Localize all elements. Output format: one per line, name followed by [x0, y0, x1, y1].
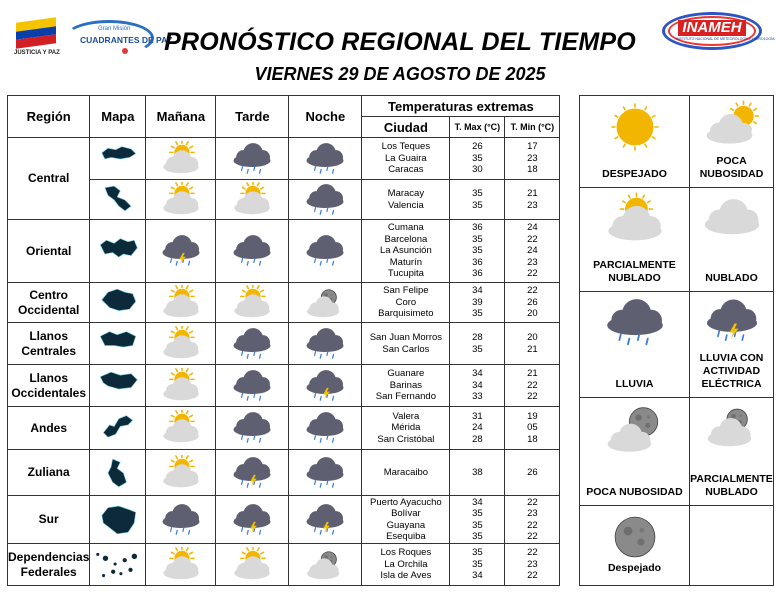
city-list [362, 323, 450, 365]
partly-cloudy-icon [226, 285, 278, 321]
morning-cell [146, 450, 216, 496]
tmax-list-value: 35 [472, 188, 483, 199]
legend-item [690, 188, 774, 292]
city-list-value: Puerto Ayacucho [370, 496, 442, 508]
tmax-list-value: 34 [472, 285, 483, 297]
map-cell [90, 180, 146, 220]
storm-icon [299, 368, 351, 404]
morning-cell [146, 138, 216, 180]
city-list [362, 544, 450, 586]
region-name: Llanos Occidentales [8, 365, 90, 407]
tmax-list-value: 34 [472, 368, 483, 380]
map-cell [90, 365, 146, 407]
region-name: Llanos Centrales [8, 323, 90, 365]
inameh-logo [662, 12, 775, 56]
table-row [8, 365, 560, 407]
rain-icon [299, 455, 351, 491]
header-morning: Mañana [146, 96, 216, 138]
rain-icon [226, 368, 278, 404]
region-map-icon [92, 456, 144, 490]
partly-cloudy-icon [155, 141, 207, 177]
city-list-value: La Orchila [384, 558, 428, 570]
map-cell [90, 323, 146, 365]
tmin-list-value: 24 [527, 222, 538, 234]
partly-cloudy-icon [155, 326, 207, 362]
night-partly-cloudy-icon [299, 285, 351, 321]
rain-icon [155, 502, 207, 538]
legend-label: POCA NUBOSIDAD [699, 155, 764, 180]
legend-item [690, 96, 774, 188]
city-list-value: Valencia [388, 199, 424, 211]
rain-icon [299, 326, 351, 362]
tmin-list-value: 21 [527, 368, 538, 380]
night-cell [289, 220, 362, 283]
rain-icon [299, 182, 351, 218]
morning-cell [146, 407, 216, 450]
tmax-list-value: 35 [472, 343, 483, 355]
legend-empty [690, 506, 774, 586]
city-list-value: Caracas [388, 164, 424, 176]
city-list-value: San Juan Morros [369, 332, 443, 343]
city-list [362, 220, 450, 283]
tmax-list-value: 36 [472, 268, 483, 280]
rain-icon [226, 141, 278, 177]
tmin-list [505, 283, 560, 323]
header [0, 0, 780, 92]
justicia-paz-logo [14, 20, 60, 58]
city-list [362, 450, 450, 496]
afternoon-cell [216, 220, 289, 283]
forecast-table [7, 95, 560, 586]
night-cell [289, 496, 362, 544]
city-list-value: Mérida [391, 422, 421, 434]
city-list [362, 407, 450, 450]
night-cell [289, 180, 362, 220]
table-row [8, 544, 560, 586]
tmin-list-value: 23 [527, 152, 538, 164]
partly-cloudy-icon [155, 182, 207, 218]
tmin-list-value: 22 [527, 519, 538, 531]
tmin-list-value: 18 [527, 433, 538, 445]
tmax-list [450, 365, 505, 407]
morning-cell [146, 283, 216, 323]
tmin-list-value: 21 [527, 188, 538, 199]
page-title: PRONÓSTICO REGIONAL DEL TIEMPO [164, 28, 636, 56]
map-cell [90, 544, 146, 586]
night-cell [289, 138, 362, 180]
table-row [8, 496, 560, 544]
legend-table [579, 95, 774, 586]
city-list-value: Barinas [389, 379, 422, 391]
tmin-list-value: 22 [527, 379, 538, 391]
forecast-date: VIERNES 29 DE AGOSTO DE 2025 [254, 64, 546, 84]
region-map-icon [92, 327, 144, 361]
map-cell [90, 283, 146, 323]
region-map-icon [92, 234, 144, 268]
legend-label: LLUVIA CON ACTIVIDAD ELÉCTRICA [699, 352, 764, 390]
partly-cloudy-icon [155, 368, 207, 404]
header-extremes: Temperaturas extremas [362, 96, 560, 117]
night-cell [289, 323, 362, 365]
afternoon-cell [216, 138, 289, 180]
city-list-value: San Felipe [383, 285, 429, 297]
venezuela-flag-icon [16, 17, 56, 49]
tmax-list-value: 26 [472, 141, 483, 153]
table-row [8, 323, 560, 365]
tmax-list [450, 450, 505, 496]
tmax-list-value: 35 [472, 508, 483, 519]
night-cell [289, 365, 362, 407]
legend-label: NUBLADO [705, 272, 758, 284]
city-list-value: Maracaibo [383, 466, 429, 478]
tmax-list [450, 323, 505, 365]
city-list [362, 365, 450, 407]
legend-label: PARCIALMENTE NUBLADO [593, 259, 676, 284]
tmin-list-value: 22 [527, 285, 538, 297]
night-partly-cloudy-icon [299, 547, 351, 583]
table-row [8, 220, 560, 283]
header-afternoon: Tarde [216, 96, 289, 138]
tmin-list-value: 05 [527, 422, 538, 434]
city-list-value: Barcelona [384, 233, 428, 245]
afternoon-cell [216, 544, 289, 586]
partly-cloudy-icon [155, 455, 207, 491]
rain-icon [226, 410, 278, 446]
city-list-value: Cumana [387, 222, 424, 234]
header-tmin: T. Min (°C) [505, 117, 560, 138]
tmin-list-value: 22 [527, 391, 538, 403]
location-pin-icon [122, 48, 128, 54]
tmin-list-value: 23 [527, 558, 538, 570]
city-list-value: La Asunción [379, 245, 432, 257]
legend-item [580, 292, 690, 398]
map-cell [90, 496, 146, 544]
table-row [8, 138, 560, 180]
city-list-value: Los Teques [381, 141, 431, 153]
city-list-value: Coro [395, 296, 417, 308]
tmax-list [450, 220, 505, 283]
legend-item [580, 398, 690, 506]
region-map-icon [92, 142, 144, 176]
tmin-list-value: 22 [527, 268, 538, 280]
storm-icon [700, 296, 764, 346]
region-name: Zuliana [8, 450, 90, 496]
tmin-list-value: 26 [527, 296, 538, 308]
morning-cell [146, 220, 216, 283]
city-list-value: Guayana [386, 519, 426, 531]
night-cell [289, 450, 362, 496]
afternoon-cell [216, 323, 289, 365]
logo-left-text: JUSTICIA Y PAZ [14, 50, 60, 56]
tmin-list-value: 20 [527, 308, 538, 320]
partly-cloudy-icon [226, 547, 278, 583]
tmin-list-value: 22 [527, 547, 538, 559]
table-row [8, 450, 560, 496]
storm-icon [226, 502, 278, 538]
city-list-value: Barquisimeto [378, 308, 434, 320]
city-list-value: Los Roques [380, 547, 432, 559]
region-name: Central [8, 138, 90, 220]
tmin-list-value: 22 [527, 570, 538, 582]
partly-cloudy-icon [226, 182, 278, 218]
rain-icon [599, 296, 671, 350]
tmax-list-value: 35 [472, 245, 483, 257]
header-region: Región [8, 96, 90, 138]
tmax-list-value: 35 [472, 558, 483, 570]
region-map-icon [92, 548, 144, 582]
tmax-list-value: 35 [472, 233, 483, 245]
rain-icon [226, 326, 278, 362]
region-map-icon [92, 369, 144, 403]
tmax-list-value: 28 [472, 332, 483, 343]
legend-label: LLUVIA [615, 378, 654, 390]
tmax-list-value: 34 [472, 496, 483, 508]
table-row [8, 180, 560, 220]
logo-right-sub: INSTITUTO NACIONAL DE METEOROLOGÍA E HIDROLOGÍA [676, 37, 775, 41]
tmax-list [450, 283, 505, 323]
legend-item [580, 188, 690, 292]
afternoon-cell [216, 450, 289, 496]
tmin-list [505, 323, 560, 365]
tmin-list [505, 496, 560, 544]
region-name: Oriental [8, 220, 90, 283]
region-name: Centro Occidental [8, 283, 90, 323]
storm-icon [155, 233, 207, 269]
partly-cloudy-icon [599, 192, 671, 246]
tmax-list-value: 36 [472, 222, 483, 234]
logo-mid-small-text: Gran Misión [98, 26, 131, 32]
afternoon-cell [216, 180, 289, 220]
tmin-list-value: 24 [527, 245, 538, 257]
tmin-list [505, 450, 560, 496]
table-row [8, 407, 560, 450]
tmin-list-value: 19 [527, 410, 538, 422]
tmax-list [450, 138, 505, 180]
tmax-list-value: 35 [472, 519, 483, 531]
partly-cloudy-icon [155, 285, 207, 321]
tmax-list-value: 33 [472, 391, 483, 403]
night-cell [289, 544, 362, 586]
tmax-list-value: 39 [472, 296, 483, 308]
afternoon-cell [216, 365, 289, 407]
city-list-value: La Guaira [385, 152, 427, 164]
city-list-value: Tucupita [387, 268, 424, 280]
legend-label: DESPEJADO [602, 168, 667, 180]
city-list-value: Guanare [387, 368, 425, 380]
tmax-list-value: 35 [472, 152, 483, 164]
header-tmax: T. Max (°C) [450, 117, 505, 138]
city-list-value: Isla de Aves [380, 570, 432, 582]
morning-cell [146, 180, 216, 220]
few-clouds-icon [700, 100, 764, 150]
night-partly-cloudy-icon [700, 402, 764, 452]
legend-label: Despejado [607, 562, 662, 574]
tmin-list-value: 26 [527, 466, 538, 478]
map-cell [90, 450, 146, 496]
map-cell [90, 407, 146, 450]
legend-item [580, 96, 690, 188]
tmax-list [450, 496, 505, 544]
night-few-clouds-icon [599, 402, 671, 456]
region-name: Andes [8, 407, 90, 450]
rain-icon [299, 410, 351, 446]
legend-item [690, 398, 774, 506]
afternoon-cell [216, 407, 289, 450]
rain-icon [299, 233, 351, 269]
tmax-list [450, 407, 505, 450]
tmax-list-value: 31 [472, 410, 483, 422]
moon-icon [599, 510, 671, 564]
partly-cloudy-icon [155, 547, 207, 583]
legend-item [690, 292, 774, 398]
night-cell [289, 283, 362, 323]
city-list [362, 496, 450, 544]
tmin-list-value: 20 [527, 332, 538, 343]
tmax-list-value: 35 [472, 308, 483, 320]
tmax-list-value: 30 [472, 164, 483, 176]
header-night: Noche [289, 96, 362, 138]
header-city: Ciudad [362, 117, 450, 138]
cuadrantes-de-paz-logo [64, 16, 173, 56]
city-list-value: Valera [392, 410, 420, 422]
tmax-list-value: 38 [472, 466, 483, 478]
tmax-list-value: 36 [472, 256, 483, 268]
city-list-value: Maturín [389, 256, 422, 268]
tmin-list-value: 21 [527, 343, 538, 355]
tmax-list-value: 35 [472, 547, 483, 559]
partly-cloudy-icon [155, 410, 207, 446]
tmax-list [450, 544, 505, 586]
city-list-value: Maracay [387, 188, 425, 199]
morning-cell [146, 544, 216, 586]
tmax-list-value: 34 [472, 379, 483, 391]
tmin-list-value: 22 [527, 233, 538, 245]
tmax-list-value: 34 [472, 570, 483, 582]
tmin-list-value: 23 [527, 508, 538, 519]
tmin-list-value: 22 [527, 496, 538, 508]
tmin-list [505, 138, 560, 180]
city-list-value: San Cristóbal [377, 433, 435, 445]
city-list-value: San Fernando [375, 391, 436, 403]
region-map-icon [92, 503, 144, 537]
night-cell [289, 407, 362, 450]
tmin-list [505, 180, 560, 220]
rain-icon [226, 233, 278, 269]
logo-right-name: INAMEH [678, 20, 746, 36]
sun-icon [599, 100, 671, 154]
morning-cell [146, 365, 216, 407]
region-name: Sur [8, 496, 90, 544]
map-cell [90, 220, 146, 283]
tmin-list-value: 17 [527, 141, 538, 153]
tmin-list [505, 544, 560, 586]
city-list-value: San Carlos [382, 343, 430, 355]
tmax-list-value: 35 [472, 531, 483, 542]
tmax-list [450, 180, 505, 220]
legend-label: PARCIALMENTE NUBLADO [690, 473, 773, 498]
tmin-list [505, 220, 560, 283]
city-list [362, 283, 450, 323]
tmin-list-value: 22 [527, 531, 538, 542]
region-map-icon [92, 183, 144, 217]
morning-cell [146, 496, 216, 544]
header-map: Mapa [90, 96, 146, 138]
tmin-list-value: 23 [527, 199, 538, 211]
cloudy-icon [700, 192, 764, 242]
rain-icon [299, 141, 351, 177]
afternoon-cell [216, 283, 289, 323]
city-list-value: Esequiba [386, 531, 426, 542]
tmax-list-value: 28 [472, 433, 483, 445]
city-list-value: Bolívar [391, 508, 421, 519]
tmin-list [505, 365, 560, 407]
tmax-list-value: 24 [472, 422, 483, 434]
logo-mid-big-text: CUADRANTES DE PAZ [80, 35, 173, 45]
map-cell [90, 138, 146, 180]
tmax-list-value: 35 [472, 199, 483, 211]
region-map-icon [92, 411, 144, 445]
legend-label: POCA NUBOSIDAD [586, 486, 683, 498]
afternoon-cell [216, 496, 289, 544]
storm-icon [299, 502, 351, 538]
table-row [8, 283, 560, 323]
storm-icon [226, 455, 278, 491]
tmin-list [505, 407, 560, 450]
tmin-list-value: 23 [527, 256, 538, 268]
tmin-list-value: 18 [527, 164, 538, 176]
region-map-icon [92, 286, 144, 320]
city-list [362, 138, 450, 180]
legend-item [580, 506, 690, 586]
city-list [362, 180, 450, 220]
morning-cell [146, 323, 216, 365]
region-name: Dependencias Federales [8, 544, 90, 586]
